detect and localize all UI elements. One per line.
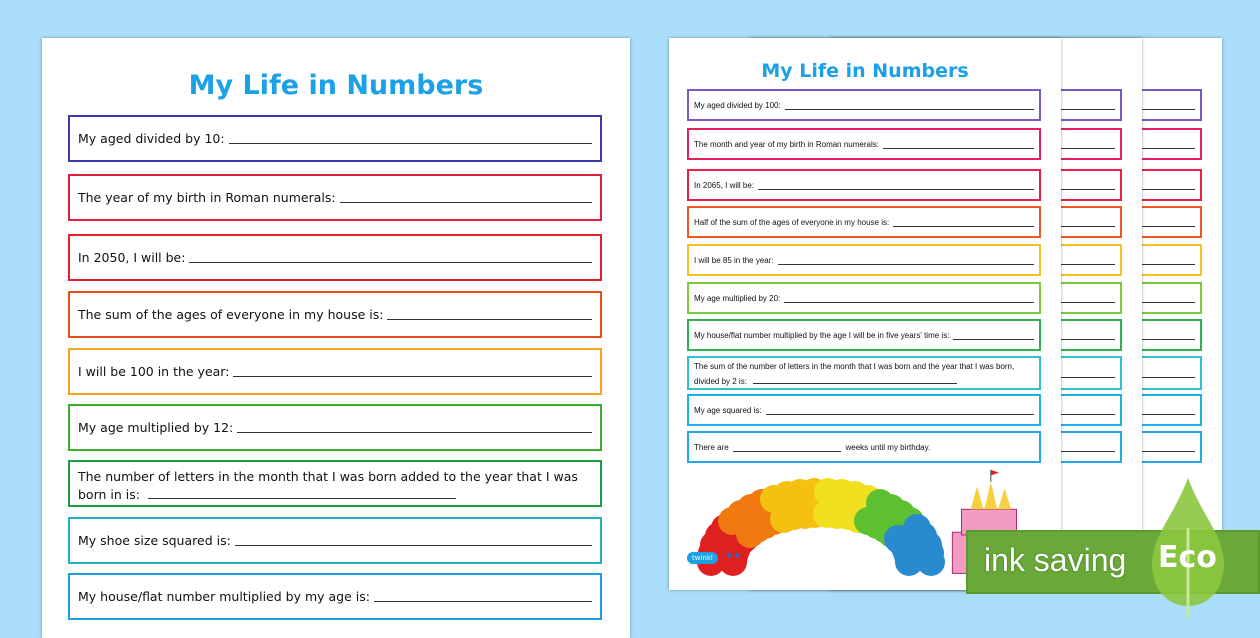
question-box xyxy=(68,460,602,507)
question-box xyxy=(687,394,1041,426)
question-box xyxy=(687,282,1041,314)
answer-line[interactable] xyxy=(778,255,1034,265)
ink-saving-label: ink saving xyxy=(984,542,1127,578)
answer-line[interactable] xyxy=(237,423,592,433)
answer-line[interactable] xyxy=(189,253,592,263)
twinkl-logo: twinkl xyxy=(687,552,718,564)
answer-line[interactable] xyxy=(893,217,1034,227)
question-box xyxy=(687,206,1041,238)
question-box xyxy=(68,348,602,395)
balloon xyxy=(895,548,923,576)
item-label: My age multiplied by 12: xyxy=(78,420,234,435)
question-box xyxy=(68,404,602,451)
item-label: My aged divided by 100: xyxy=(694,100,781,110)
answer-line[interactable] xyxy=(766,405,1034,415)
item-label: I will be 85 in the year: xyxy=(694,255,774,265)
answer-line[interactable] xyxy=(233,367,592,377)
question-box xyxy=(687,244,1041,276)
answer-line[interactable] xyxy=(235,536,592,546)
item-label: I will be 100 in the year: xyxy=(78,364,230,379)
answer-line[interactable] xyxy=(229,134,592,144)
eco-label: Eco xyxy=(1158,540,1217,575)
question-box xyxy=(687,319,1041,351)
item-label: The number of letters in the month that I was born added to the year that I was born in is: xyxy=(78,469,578,502)
item-label: My age squared is: xyxy=(694,405,762,415)
question-box xyxy=(68,291,602,338)
item-label: Half of the sum of the ages of everyone in my house is: xyxy=(694,217,890,227)
worksheet-preview-large xyxy=(42,38,630,638)
question-box xyxy=(68,115,602,162)
item-label: My age multiplied by 20: xyxy=(694,293,781,303)
answer-line[interactable] xyxy=(883,139,1034,149)
question-box xyxy=(687,128,1041,160)
item-label: In 2065, I will be: xyxy=(694,180,755,190)
worksheet-title: My Life in Numbers xyxy=(188,70,484,101)
item-label: The month and year of my birth in Roman numerals: xyxy=(694,139,879,149)
answer-line[interactable] xyxy=(753,374,957,384)
worksheet-title: My Life in Numbers xyxy=(761,60,969,82)
question-box xyxy=(687,89,1041,121)
item-label: My house/flat number multiplied by my age is: xyxy=(78,589,370,604)
item-label: My shoe size squared is: xyxy=(78,533,231,548)
worksheet-preview-front xyxy=(669,38,1061,590)
item-label: The sum of the ages of everyone in my house is: xyxy=(78,307,384,322)
answer-line[interactable] xyxy=(784,293,1034,303)
question-box xyxy=(68,174,602,221)
item-label-after: weeks until my birthday. xyxy=(845,442,931,452)
item-label: In 2050, I will be: xyxy=(78,250,186,265)
question-box xyxy=(68,234,602,281)
item-label: There are xyxy=(694,442,729,452)
answer-line[interactable] xyxy=(387,310,592,320)
answer-line[interactable] xyxy=(733,442,842,452)
answer-line[interactable] xyxy=(953,330,1034,340)
item-label: The year of my birth in Roman numerals: xyxy=(78,190,336,205)
rating-stars: ★★ xyxy=(725,551,742,561)
item-label: My house/flat number multiplied by the age I will be in five years' time is: xyxy=(694,330,950,340)
question-box xyxy=(68,573,602,620)
item-label: My aged divided by 10: xyxy=(78,131,225,146)
answer-line[interactable] xyxy=(340,193,592,203)
answer-line[interactable] xyxy=(374,592,592,602)
answer-line[interactable] xyxy=(785,100,1034,110)
question-box xyxy=(68,517,602,564)
answer-line[interactable] xyxy=(758,180,1034,190)
item-label: The sum of the number of letters in the month that I was born and the year that I was born, divided by 2 is: xyxy=(694,362,1015,386)
answer-line[interactable] xyxy=(148,489,456,499)
question-box xyxy=(687,169,1041,201)
question-box xyxy=(687,356,1041,390)
